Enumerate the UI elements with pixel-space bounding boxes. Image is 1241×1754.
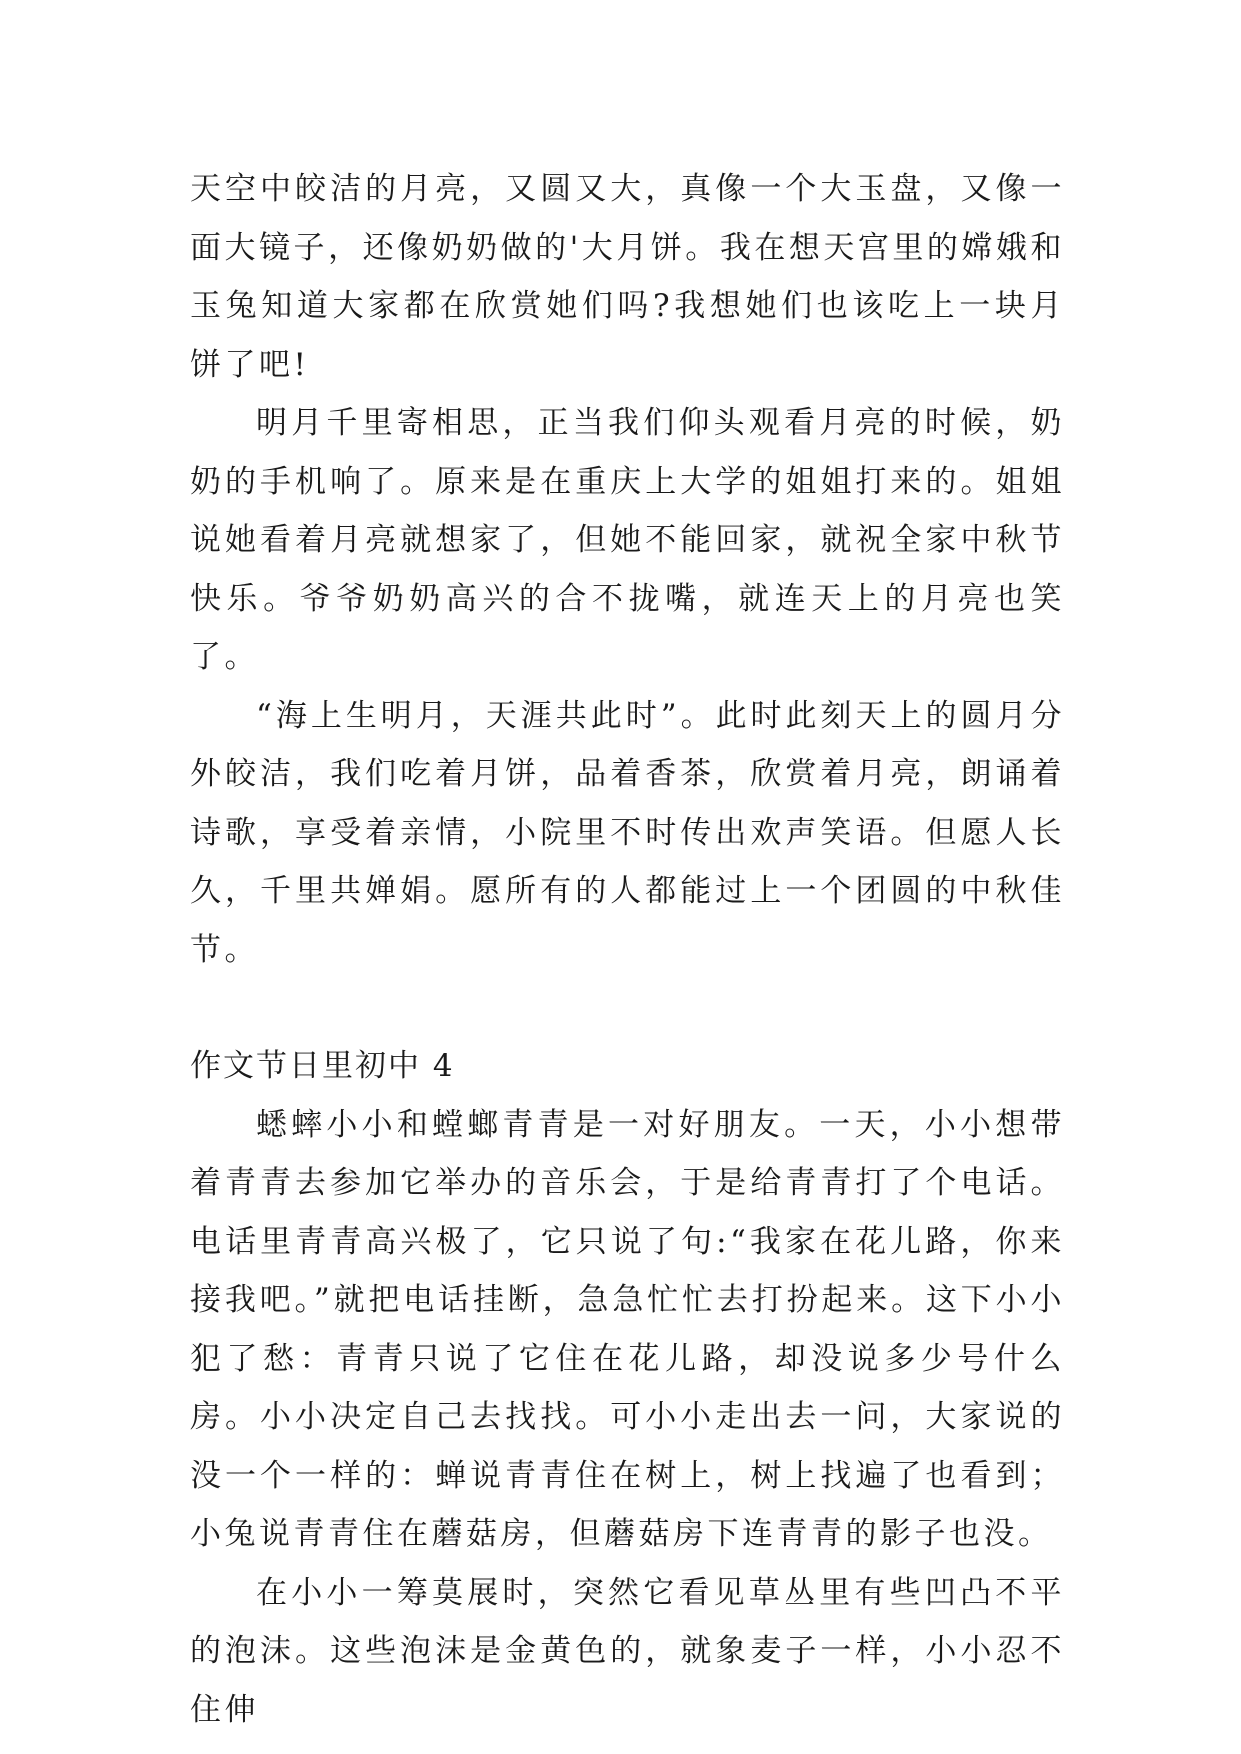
section-title: 作文节日里初中 4 [190, 1048, 455, 1084]
paragraph-moon-description: 天空中皎洁的月亮，又圆又大，真像一个大玉盘，又像一面大镜子，还像奶奶做的'大月饼。我在想天宫里的嫦娥和玉兔知道大家都在欣赏她们吗?我想她们也该吃上一块月饼了吧! [190, 171, 1065, 383]
paragraph-phone-call: 明月千里寄相思，正当我们仰头观看月亮的时候，奶奶的手机响了。原来是在重庆上大学的姐姐打来的。姐姐说她看着月亮就想家了，但她不能回家，就祝全家中秋节快乐。爷爷奶奶高兴的合不拢嘴，就连天上的月亮也笑了。 [190, 405, 1065, 675]
document-body [190, 160, 1065, 1739]
paragraph-cricket-story: 蟋蟀小小和螳螂青青是一对好朋友。一天，小小想带着青青去参加它举办的音乐会，于是给青青打了个电话。电话里青青高兴极了，它只说了句:“我家在花儿路，你来接我吧。”就把电话挂断，急急忙忙去打扮起来。这下小小犯了愁：青青只说了它住在花儿路，却没说多少号什么房。小小决定自己去找找。可小小走出去一问，大家说的没一个一样的：蝉说青青住在树上，树上找遍了也看到；小兔说青青住在蘑菇房，但蘑菇房下连青青的影子也没。 [190, 1106, 1065, 1552]
section-spacer [190, 979, 1065, 1037]
paragraph-poem-reunion: “海上生明月，天涯共此时”。此时此刻天上的圆月分外皎洁，我们吃着月饼，品着香茶，欣赏着月亮，朗诵着诗歌，享受着亲情，小院里不时传出欢声笑语。但愿人长久，千里共婵娟。愿所有的人都能过上一个团圆的中秋佳节。 [190, 697, 1065, 968]
paragraph-foam-discovery: 在小小一筹莫展时，突然它看见草丛里有些凹凸不平的泡沫。这些泡沫是金黄色的，就象麦子一样，小小忍不住伸 [190, 1574, 1065, 1728]
